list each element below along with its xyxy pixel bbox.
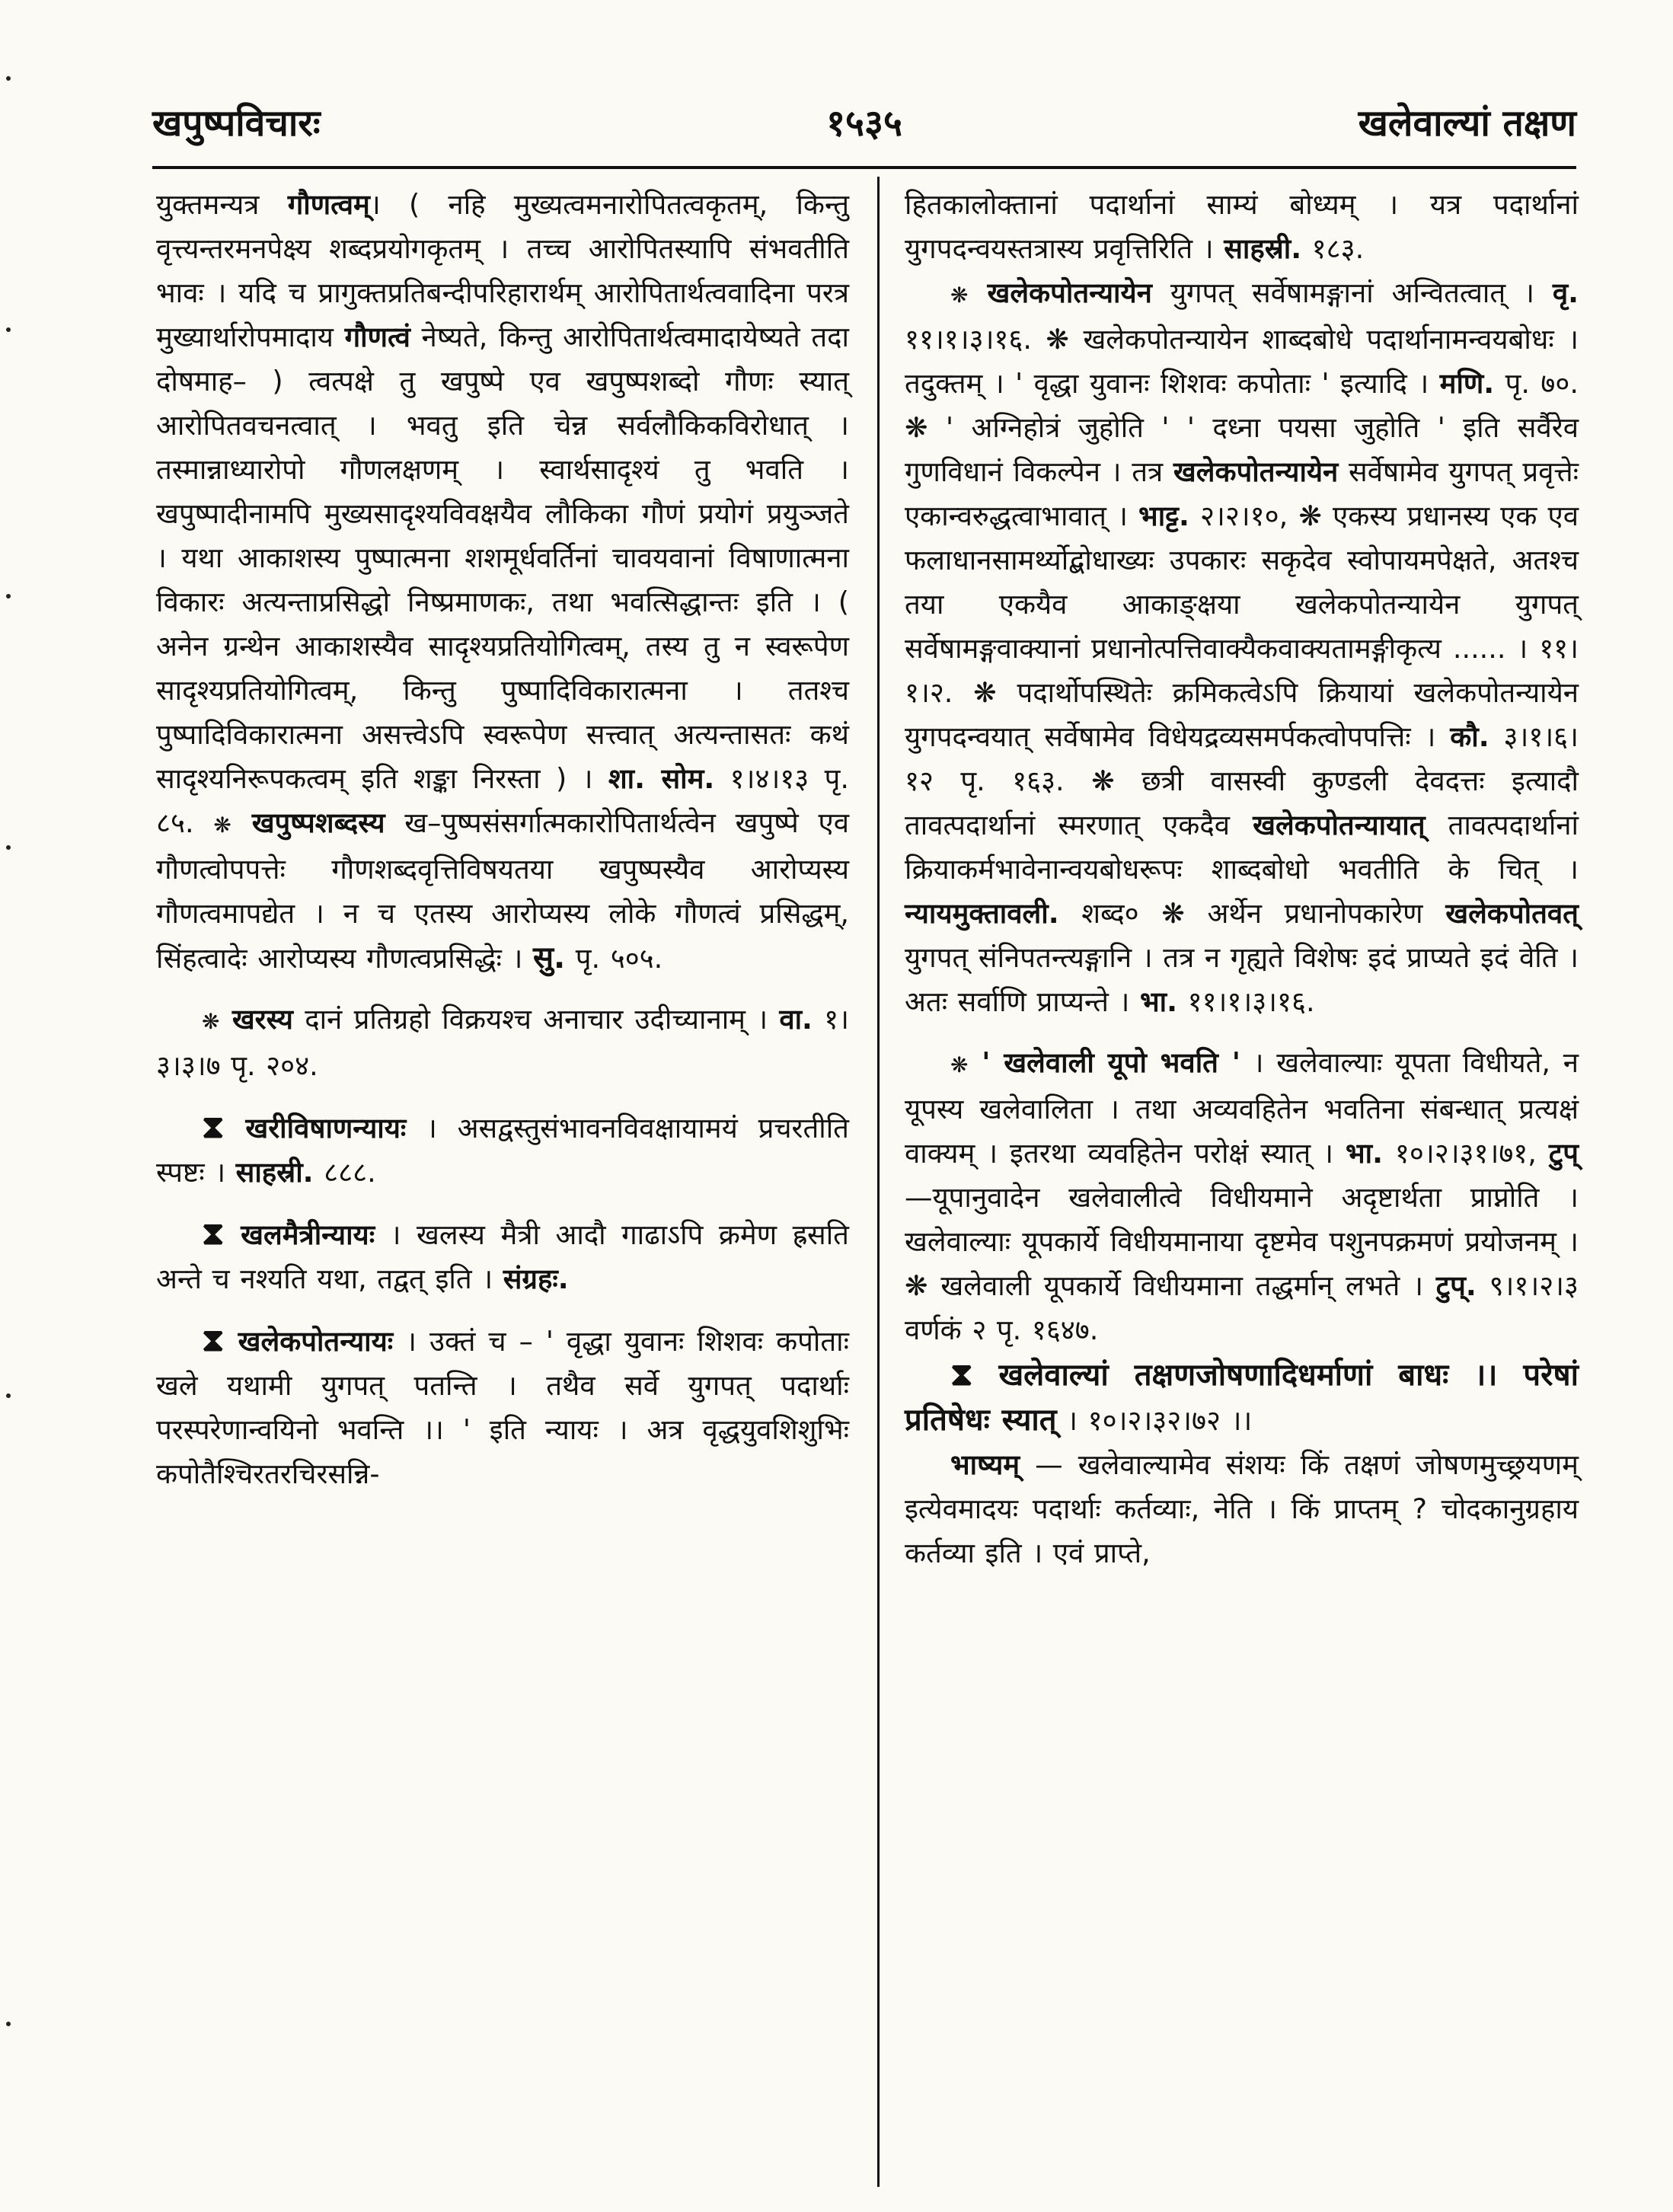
header-right-title: खलेवाल्यां तक्षण	[1358, 102, 1576, 145]
margin-mark	[6, 327, 11, 332]
header-left-title: खपुष्पविचारः	[152, 102, 321, 145]
entry-kharivishana-nyaya: ⧗ खरीविषाणन्यायः । असद्वस्तुसंभावनविवक्षायामयं प्रचरतीति स्पष्टः । साहस्री. ८८८.	[156, 1108, 849, 1189]
page-header	[152, 97, 1576, 166]
margin-mark	[6, 76, 11, 81]
entry-khalevalyam-takshana: ⧗ खलेवाल्यां तक्षणजोषणादिधर्माणां बाधः ।। परेषां प्रतिषेधः स्यात् । १०।२।३२।७२ ।।	[905, 1355, 1579, 1438]
margin-mark	[6, 845, 11, 850]
page-number: १५३५	[826, 102, 902, 145]
entry-khalekapota-nyaya: ⧗ खलेकपोतन्यायः । उक्तं च – ' वृद्धा युवानः शिशवः कपोताः खले यथामी युगपत् पतन्ति । तथैव सर्वे युगपत् पदार्थाः परस्परेणान्वयिनो भवन्ति ।। ' इति न्यायः । अत्र वृद्धयुवशिशुभिः कपोतैश्चिरतरचिरसन्नि-	[156, 1321, 849, 1490]
asterisk-icon: ❋	[950, 1052, 969, 1077]
margin-mark	[6, 1393, 11, 1398]
right-column	[905, 183, 1579, 1575]
left-column	[156, 183, 849, 1496]
entry-khalamaitri-nyaya: ⧗ खलमैत्रीन्यायः । खलस्य मैत्री आदौ गाढाऽपि क्रमेण ह्रसति अन्ते च नश्यति यथा, तद्वत् इति । संग्रहः.	[156, 1215, 849, 1295]
entry-khapushpa-text: युक्तमन्यत्र गौणत्वम्। ( नहि मुख्यत्वमनारोपितत्वकृतम्, किन्तु वृत्त्यन्तरमनपेक्ष्य शब्दप्रयोगकृतम् । तच्च आरोपितस्यापि संभवतीति भावः । यदि च प्रागुक्तप्रतिबन्दीपरिहारार्थम् आरोपितार्थत्ववादिना परत्र मुख्यार्थारोपमादाय गौणत्वं नेष्यते, किन्तु आरोपितार्थत्वमादायेष्यते तदा दोषमाह– ) त्वत्पक्षे तु खपुष्पे एव खपुष्पशब्दो गौणः स्यात् आरोपितवचनत्वात् । भवतु इति चेन्न सर्वलौकिकविरोधात् । तस्मान्नाध्यारोपो गौणलक्षणम् । स्वार्थसादृश्यं तु भवति । खपुष्पादीनामपि मुख्यसादृश्यविवक्षयैव लौकिका गौणं प्रयोगं प्रयुञ्जते । यथा आकाशस्य पुष्पात्मना शशमूर्धवर्तिनां चावयवानां विषाणात्मना विकारः अत्यन्ताप्रसिद्धो निष्प्रमाणकः, तथा भवत्सिद्धान्तः इति । ( अनेन ग्रन्थेन आकाशस्यैव सादृश्यप्रतियोगित्वम्, तस्य तु न स्वरूपेण सादृश्यप्रतियोगित्वम्, किन्तु पुष्पादिविकारात्मना । ततश्च पुष्पादिविकारात्मना असत्त्वेऽपि स्वरूपेण सत्त्वात् अत्यन्तासतः कथं सादृश्यनिरूपकत्वम् इति शङ्का निरस्ता ) । शा. सोम. १।४।१३ पृ. ८५. ❋ खपुष्पशब्दस्य ख–पुष्पसंसर्गात्मकारोपितार्थत्वेन खपुष्पे एव गौणत्वोपपत्तेः गौणशब्दवृत्तिविषयतया खपुष्पस्यैव आरोप्यस्य गौणत्वमापद्येत । न च एतस्य आरोप्यस्य लोके गौणत्वं प्रसिद्धम्, सिंहत्वादेः आरोप्यस्य गौणत्वप्रसिद्धेः । सु. पृ. ५०५.	[156, 188, 849, 975]
margin-mark	[6, 2022, 11, 2026]
hourglass-icon: ⧗	[950, 1355, 973, 1393]
entry-bhashyam: भाष्यम् — खलेवाल्यामेव संशयः किं तक्षणं जोषणमुच्छ्रयणम् इत्येवमादयः पदार्थाः कर्तव्याः, नेति । किं प्राप्तम् ? चोदकानुग्रहाय कर्तव्या इति । एवं प्राप्ते,	[905, 1448, 1579, 1569]
hourglass-icon: ⧗	[202, 1108, 225, 1145]
entry-khalekapota-citations: ❋ खलेकपोतन्यायेन युगपत् सर्वेषामङ्गानां अन्वितत्वात् । वृ. ११।१।३।१६. ❋ खलेकपोतन्यायेन शाब्दबोधे पदार्थानामन्वयबोधः । तदुक्तम् । ' वृद्धा युवानः शिशवः कपोताः ' इत्यादि । मणि. पृ. ७०. ❋ ' अग्निहोत्रं जुहोति ' ' दध्ना पयसा जुहोति ' इति सर्वैरेव गुणविधानं विकल्पेन । तत्र खलेकपोतन्यायेन सर्वेषामेव युगपत् प्रवृत्तेः एकान्वरुद्धत्वाभावात् । भाट्ट. २।२।१०, ❋ एकस्य प्रधानस्य एक एव फलाधानसामर्थ्योद्बोधाख्यः उपकारः सकृदेव स्वोपायमपेक्षते, अतश्च तया एकयैव आकाङ्क्षया खलेकपोतन्यायेन युगपत् सर्वेषामङ्गवाक्यानां प्रधानोत्पत्तिवाक्यैकवाक्यतामङ्गीकृत्य ...... । ११।१।२. ❋ पदार्थोपस्थितेः क्रमिकत्वेऽपि क्रियायां खलेकपोतन्यायेन युगपदन्वयात् सर्वेषामेव विधेयद्रव्यसमर्पकत्वोपपत्तिः । कौ. ३।१।६।१२ पृ. १६३. ❋ छत्री वासस्वी कुण्डली देवदत्तः इत्यादौ तावत्पदार्थानां स्मरणात् एकदैव खलेकपोतन्यायात् तावत्पदार्थानां क्रियाकर्मभावेनान्वयबोधरूपः शाब्दबोधो भवतीति के चित् । न्यायमुक्तावली. शब्द० ❋ अर्थेन प्रधानोपकारेण खलेकपोतवत् युगपत् संनिपतन्त्यङ्गानि । तत्र न गृह्यते विशेषः इदं प्राप्यते इदं वेति । अतः सर्वाणि प्राप्यन्ते । भा. ११।१।३।१६.	[905, 276, 1579, 1018]
entry-khalevali-yupa: ❋ ' खलेवाली यूपो भवति ' । खलेवाल्याः यूपता विधीयते, न यूपस्य खलेवालिता । तथा अव्यवहितेन भवतिना संबन्धात् प्रत्यक्षं वाक्यम् । इतरथा व्यवहितेन परोक्षं स्यात् । भा. १०।२।३१।७१, टुप्—यूपानुवादेन खलेवालीत्वे विधीयमाने अदृष्टार्थता प्राप्नोति । खलेवाल्याः यूपकार्ये विधीयमानाया दृष्टमेव पशुनपक्रमणं प्रयोजनम् । ❋ खलेवाली यूपकार्ये विधीयमाना तद्धर्मान् लभते । टुप्. ९।१।२।३ वर्णकं २ पृ. १६४७.	[905, 1046, 1579, 1346]
hourglass-icon: ⧗	[202, 1215, 225, 1252]
asterisk-icon: ❋	[950, 282, 969, 308]
asterisk-icon: ❋	[202, 1009, 220, 1034]
entry-kharasya: ❋ खरस्य दानं प्रतिग्रहो विक्रयश्च अनाचार उदीच्यानाम् । वा. १।३।३।७ पृ. २०४.	[156, 1003, 849, 1082]
entry-khalekapota-continued: हितकालोक्तानां पदार्थानां साम्यं बोध्यम् । यत्र पदार्थानां युगपदन्वयस्तत्रास्य प्रवृत्तिरिति । साहस्री. १८३.	[905, 188, 1579, 265]
asterisk-icon: ❋	[213, 812, 231, 838]
hourglass-icon: ⧗	[202, 1321, 225, 1358]
margin-mark	[6, 594, 11, 598]
header-rule	[152, 166, 1576, 169]
column-divider	[877, 177, 880, 2187]
